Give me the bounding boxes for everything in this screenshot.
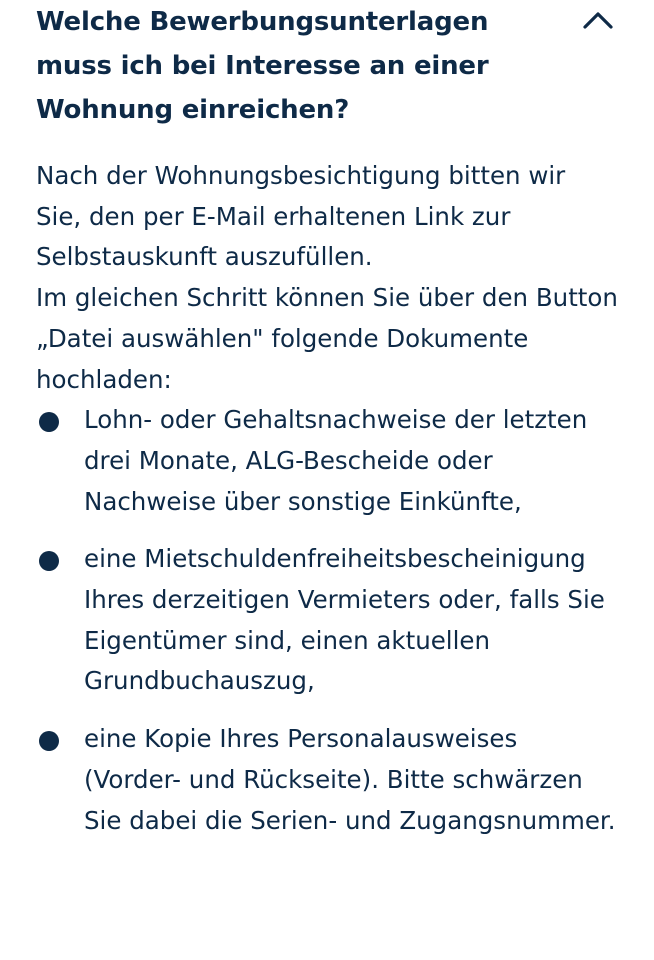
- list-item-text: eine Kopie Ihres Personalausweises (Vorder- und Rückseite). Bitte schwärzen Sie dabei die Serien- und Zugangsnummer.: [84, 724, 616, 835]
- bullet-icon: [39, 551, 59, 571]
- answer-paragraph: Im gleichen Schritt können Sie über den Button „Datei auswählen" folgende Dokumente hochladen:: [36, 283, 618, 394]
- faq-question[interactable]: Welche Bewerbungsunterlagen muss ich bei Interesse an einer Wohnung einreichen?: [36, 7, 489, 125]
- list-item-text: Lohn- oder Gehaltsnachweise der letzten drei Monate, ALG-Bescheide oder Nachweise über sonstige Einkünfte,: [84, 405, 588, 516]
- bullet-icon: [39, 731, 59, 751]
- document-list: [36, 400, 618, 841]
- list-item-text: eine Mietschuldenfreiheitsbescheinigung Ihres derzeitigen Vermieters oder, falls Sie Eigentümer sind, einen aktuellen Grundbuchauszug,: [84, 544, 605, 696]
- list-item: [36, 719, 618, 841]
- bullet-icon: [39, 412, 59, 432]
- faq-header[interactable]: [36, 0, 618, 132]
- chevron-up-icon[interactable]: [578, 2, 618, 38]
- list-item: [36, 539, 618, 702]
- list-item: [36, 400, 618, 522]
- faq-answer: [36, 156, 618, 841]
- answer-paragraph: Nach der Wohnungsbesichtigung bitten wir Sie, den per E-Mail erhaltenen Link zur Selbstauskunft auszufüllen.: [36, 161, 566, 272]
